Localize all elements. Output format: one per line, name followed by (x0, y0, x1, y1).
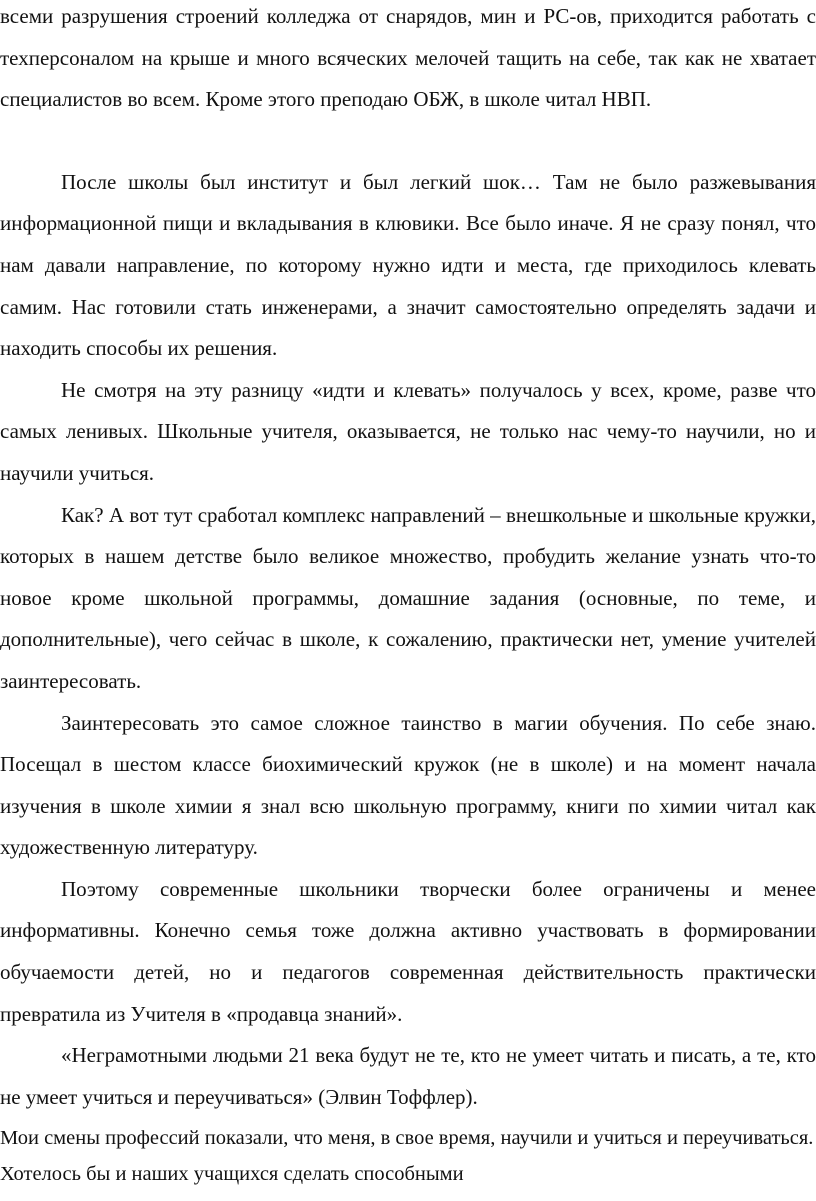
paragraph-conclusion: Мои смены профессий показали, что меня, в свое время, научили и учиться и переучиваться. Хотелось бы и наших учащихся сделать способными (0, 1127, 814, 1186)
paragraph-institute: После школы был институт и был легкий шок… Там не было разжевывания информационной пищи и вкладывания в клювики. Все было иначе. Я не сразу понял, что нам давали направление, по которому нужно идти и места, где приходилось клевать самим. Нас готовили стать инженерами, а значит самостоятельно определять задачи и находить способы их решения. (0, 169, 816, 361)
paragraph-interest: Заинтересовать это самое сложное таинство в магии обучения. По себе знаю. Посещал в шестом классе биохимический кружок (не в школе) и на момент начала изучения в школе химии я знал всю школьную программу, книги по химии читал как художественную литературу. (0, 710, 816, 860)
paragraph-quote: «Неграмотными людьми 21 века будут не те, кто не умеет читать и писать, а те, кто не умеет учиться и переучиваться» (Элвин Тоффлер). (0, 1043, 816, 1109)
paragraph-modern-students: Поэтому современные школьники творчески более ограничены и менее информативны. Конечно семья тоже должна активно участвовать в формировании обучаемости детей, но и педагогов современная действительность практически превратила из Учителя в «продавца знаний». (0, 876, 816, 1026)
paragraph-continuation: всеми разрушения строений колледжа от снарядов, мин и РС-ов, приходится работать с техперсоналом на крыше и много всяческих мелочей тащить на себе, так как не хватает специалистов во всем. Кроме этого преподаю ОБЖ, в школе читал НВП. (0, 4, 816, 112)
paragraph-how: Как? А вот тут сработал комплекс направлений – внешкольные и школьные кружки, которых в нашем детстве было великое множество, пробудить желание узнать что-то новое кроме школьной программы, домашние задания (основные, по теме, и дополнительные), чего сейчас в школе, к сожалению, практически нет, умение учителей заинтересовать. (0, 502, 816, 693)
paragraph-difference: Не смотря на эту разницу «идти и клевать» получалось у всех, кроме, разве что самых ленивых. Школьные учителя, оказывается, не только нас чему-то научили, но и научили учиться. (0, 377, 816, 485)
